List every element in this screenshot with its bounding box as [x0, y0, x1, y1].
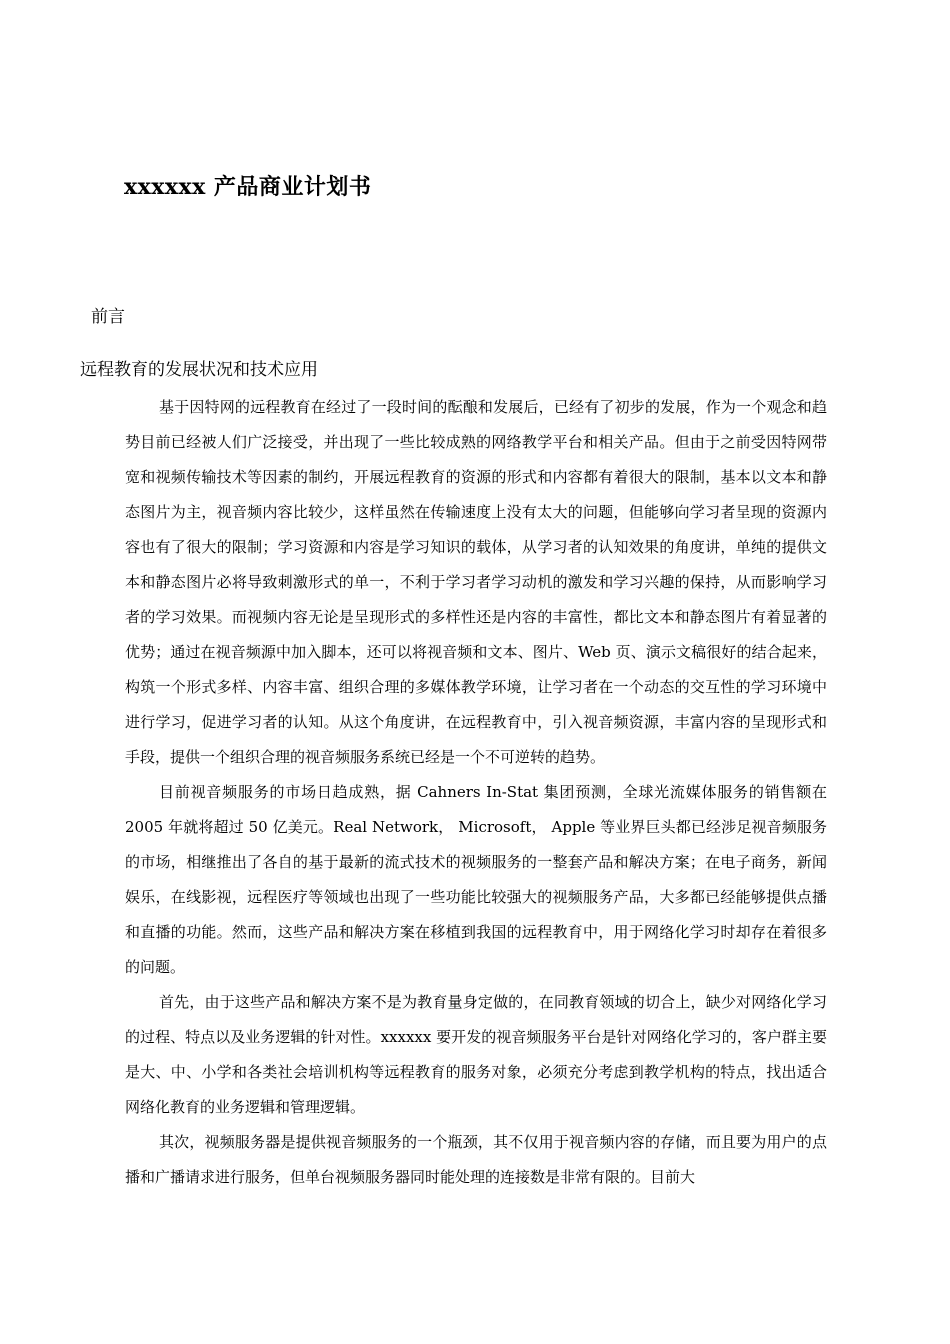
paragraph: 基于因特网的远程教育在经过了一段时间的酝酿和发展后，已经有了初步的发展，作为一个观念和趋势目前已经被人们广泛接受，并出现了一些比较成熟的网络教学平台和相关产品。但由于之前受因特网带宽和视频传输技术等因素的制约，开展远程教育的资源的形式和内容都有着很大的限制，基本以文本和静态图片为主，视音频内容比较少，这样虽然在传输速度上没有太大的问题，但能够向学习者呈现的资源内容也有了很大的限制；学习资源和内容是学习知识的载体，从学习者的认知效果的角度讲，单纯的提供文本和静态图片必将导致刺激形式的单一，不利于学习者学习动机的激发和学习兴趣的保持，从而影响学习者的学习效果。而视频内容无论是呈现形式的多样性还是内容的丰富性，都比文本和静态图片有着显著的优势；通过在视音频源中加入脚本，还可以将视音频和文本、图片、Web 页、演示文稿很好的结合起来，构筑一个形式多样、内容丰富、组织合理的多媒体教学环境，让学习者在一个动态的交互性的学习环境中进行学习，促进学习者的认知。从这个角度讲，在远程教育中，引入视音频资源，丰富内容的呈现形式和手段，提供一个组织合理的视音频服务系统已经是一个不可逆转的趋势。	[125, 398, 827, 766]
paragraph: 目前视音频服务的市场日趋成熟，据 Cahners In-Stat 集团预测，全球光流媒体服务的销售额在 2005 年就将超过 50 亿美元。Real Network， Microsoft， Apple 等业界巨头都已经涉足视音频服务的市场，相继推出了各自的基于最新的流式技术的视频服务的一整套产品和解决方案；在电子商务，新闻娱乐，在线影视，远程医疗等领域也出现了一些功能比较强大的视频服务产品，大多都已经能够提供点播和直播的功能。然而，这些产品和解决方案在移植到我国的远程教育中，用于网络化学习时却存在着很多的问题。	[125, 783, 827, 976]
preface-heading: 前言	[91, 307, 125, 327]
paragraph: 其次，视频服务器是提供视音频服务的一个瓶颈，其不仅用于视音频内容的存储，而且要为用户的点播和广播请求进行服务，但单台视频服务器同时能处理的连接数是非常有限的。目前大	[125, 1133, 827, 1186]
document-title: xxxxxx 产品商业计划书	[124, 174, 372, 200]
section-heading: 远程教育的发展状况和技术应用	[80, 360, 318, 380]
body-text	[125, 390, 827, 1195]
paragraph: 首先，由于这些产品和解决方案不是为教育量身定做的，在同教育领域的切合上，缺少对网络化学习的过程、特点以及业务逻辑的针对性。xxxxxx 要开发的视音频服务平台是针对网络化学习的，客户群主要是大、中、小学和各类社会培训机构等远程教育的服务对象，必须充分考虑到教学机构的特点，找出适合网络化教育的业务逻辑和管理逻辑。	[125, 993, 827, 1116]
